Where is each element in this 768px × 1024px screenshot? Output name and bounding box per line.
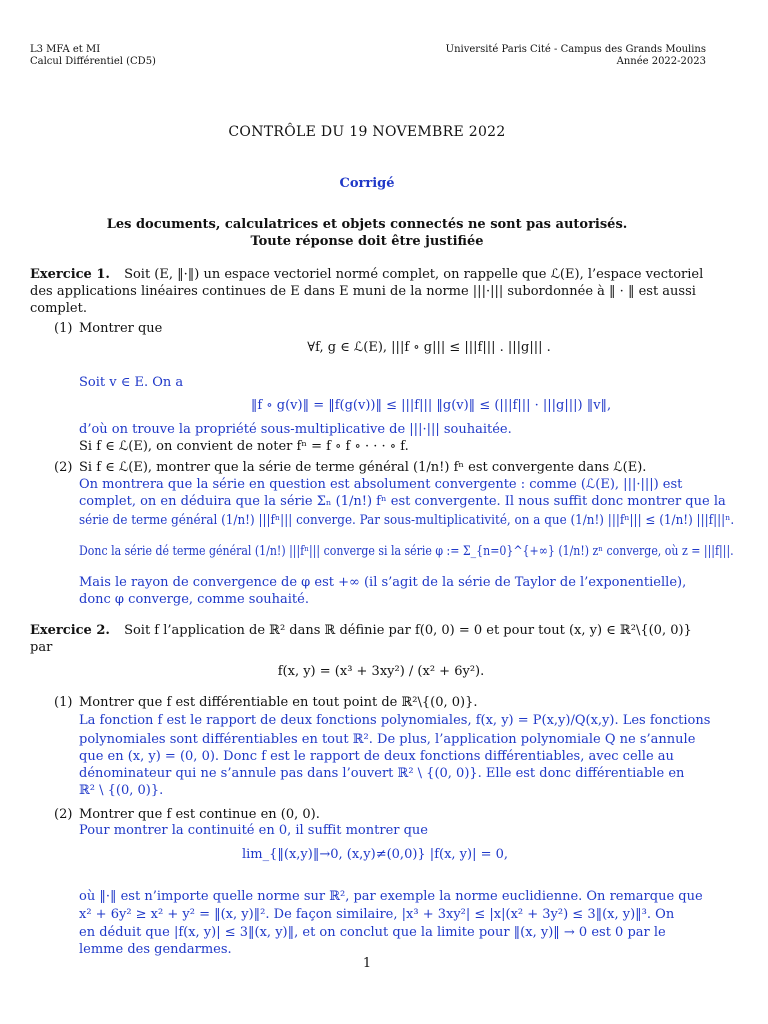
exercise-1-label: Exercice 1. (30, 267, 110, 282)
answer-2-2-line-2: où ‖·‖ est n’importe quelle norme sur ℝ², par exemple la norme euclidienne. On remarque que (79, 889, 703, 904)
exercise-2-intro (30, 622, 692, 639)
answer-2-1-line-3: que en (x, y) = (0, 0). Donc f est le rapport de deux fonctions différentiables, avec celle au (79, 749, 674, 764)
answer-1-2-line-3: série de terme général (1/n!) |||fⁿ||| converge. Par sous-multiplicativité, on a que (1/n!) |||fⁿ||| ≤ (1/n!) |||f|||ⁿ. (79, 513, 735, 528)
header-left (30, 44, 156, 68)
exercise-1-intro-3: complet. (30, 301, 87, 316)
answer-2-2-formula: lim_{‖(x,y)‖→0, (x,y)≠(0,0)} |f(x, y)| = 0, (241, 847, 509, 862)
page-number: 1 (362, 956, 372, 971)
answer-2-2-line-4: en déduit que |f(x, y)| ≤ 3‖(x, y)‖, et on conclut que la limite pour ‖(x, y)‖ → 0 est 0 par le (79, 925, 666, 940)
answer-2-1-line-5: ℝ² \ {(0, 0)}. (79, 783, 164, 798)
answer-1-2-line-5: Mais le rayon de convergence de φ est +∞ (il s’agit de la série de Taylor de l’exponentielle), (79, 575, 687, 590)
exercise-1-text: Soit (E, ‖·‖) un espace vectoriel normé complet, on rappelle que ℒ(E), l’espace vectoriel (124, 267, 704, 282)
answer-2-2-line-1: Pour montrer la continuité en 0, il suffit montrer que (79, 823, 428, 838)
question-1-1-formula: ∀f, g ∈ ℒ(E), |||f ∘ g||| ≤ |||f||| . |||g||| . (307, 340, 551, 355)
question-1-2-number: (2) (54, 460, 73, 475)
answer-2-1-line-4: dénominateur qui ne s’annule pas dans l’ouvert ℝ² \ {(0, 0)}. Elle est donc différentiable en (79, 766, 685, 781)
rules-line-1: Les documents, calculatrices et objets connectés ne sont pas autorisés. (106, 217, 628, 232)
question-1-1-number: (1) (54, 321, 73, 336)
question-2-2: Montrer que f est continue en (0, 0). (79, 807, 320, 822)
header-right (446, 44, 706, 68)
exercise-2-text: Soit f l’application de ℝ² dans ℝ définie par f(0, 0) = 0 et pour tout (x, y) ∈ ℝ²\{(0, 0)} (124, 623, 692, 638)
question-2-2-number: (2) (54, 807, 73, 822)
page-title: CONTRÔLE DU 19 NOVEMBRE 2022 (228, 124, 506, 140)
answer-1-2-line-4: Donc la série dé terme général (1/n!) |||fⁿ||| converge si la série φ := Σ_{n=0}^{+∞} (1/n!) zⁿ converge, où z = |||f|||. (79, 544, 734, 559)
exam-rules (0, 216, 734, 250)
answer-1-1-line-2: d’où on trouve la propriété sous-multiplicative de |||·||| souhaitée. (79, 422, 512, 437)
course-name: Calcul Différentiel (CD5) (30, 56, 156, 67)
answer-1-1-formula: ‖f ∘ g(v)‖ = ‖f(g(v))‖ ≤ |||f||| ‖g(v)‖ ≤ (|||f||| · |||g|||) ‖v‖, (250, 398, 612, 413)
exercise-2-label: Exercice 2. (30, 623, 110, 638)
exercise-2-intro-2: par (30, 640, 53, 655)
answer-2-2-line-3: x² + 6y² ≥ x² + y² = ‖(x, y)‖². De façon similaire, |x³ + 3xy²| ≤ |x|(x² + 3y²) ≤ 3‖(x, y)‖³. On (79, 907, 675, 922)
answer-1-2-line-6: donc φ converge, comme souhaité. (79, 592, 309, 607)
exercise-2-formula: f(x, y) = (x³ + 3xy²) / (x² + 6y²). (277, 664, 485, 679)
answer-1-2-line-1: On montrera que la série en question est absolument convergente : comme (ℒ(E), |||·|||) est (79, 477, 683, 492)
question-2-1: Montrer que f est différentiable en tout point de ℝ²\{(0, 0)}. (79, 695, 478, 710)
exercise-1-intro-2: des applications linéaires continues de E dans E muni de la norme |||·||| subordonnée à ‖ · ‖ est aussi (30, 284, 696, 299)
university: Université Paris Cité - Campus des Grands Moulins (445, 44, 706, 55)
course-level: L3 MFA et MI (30, 44, 101, 55)
corrige-label: Corrigé (339, 176, 395, 191)
answer-1-2-line-2: complet, on en déduira que la série Σₙ (1/n!) fⁿ est convergente. Il nous suffit donc montrer que la (79, 494, 726, 509)
answer-2-1-line-2: polynomiales sont différentiables en tout ℝ². De plus, l’application polynomiale Q ne s’annule (79, 732, 696, 747)
answer-2-2-line-5: lemme des gendarmes. (79, 942, 232, 957)
rules-line-2: Toute réponse doit être justifiée (250, 234, 484, 249)
answer-1-1-line-3: Si f ∈ ℒ(E), on convient de noter fⁿ = f ∘ f ∘ · · · ∘ f. (79, 439, 409, 454)
question-1-1: Montrer que (79, 321, 163, 336)
question-1-2: Si f ∈ ℒ(E), montrer que la série de terme général (1/n!) fⁿ est convergente dans ℒ(E). (79, 460, 647, 475)
exercise-1-intro (30, 266, 703, 283)
academic-year: Année 2022-2023 (616, 56, 706, 67)
question-2-1-number: (1) (54, 695, 73, 710)
answer-1-1-line-1: Soit v ∈ E. On a (79, 375, 184, 390)
answer-2-1-line-1: La fonction f est le rapport de deux fonctions polynomiales, f(x, y) = P(x,y)/Q(x,y). Les fonctions (79, 713, 711, 728)
